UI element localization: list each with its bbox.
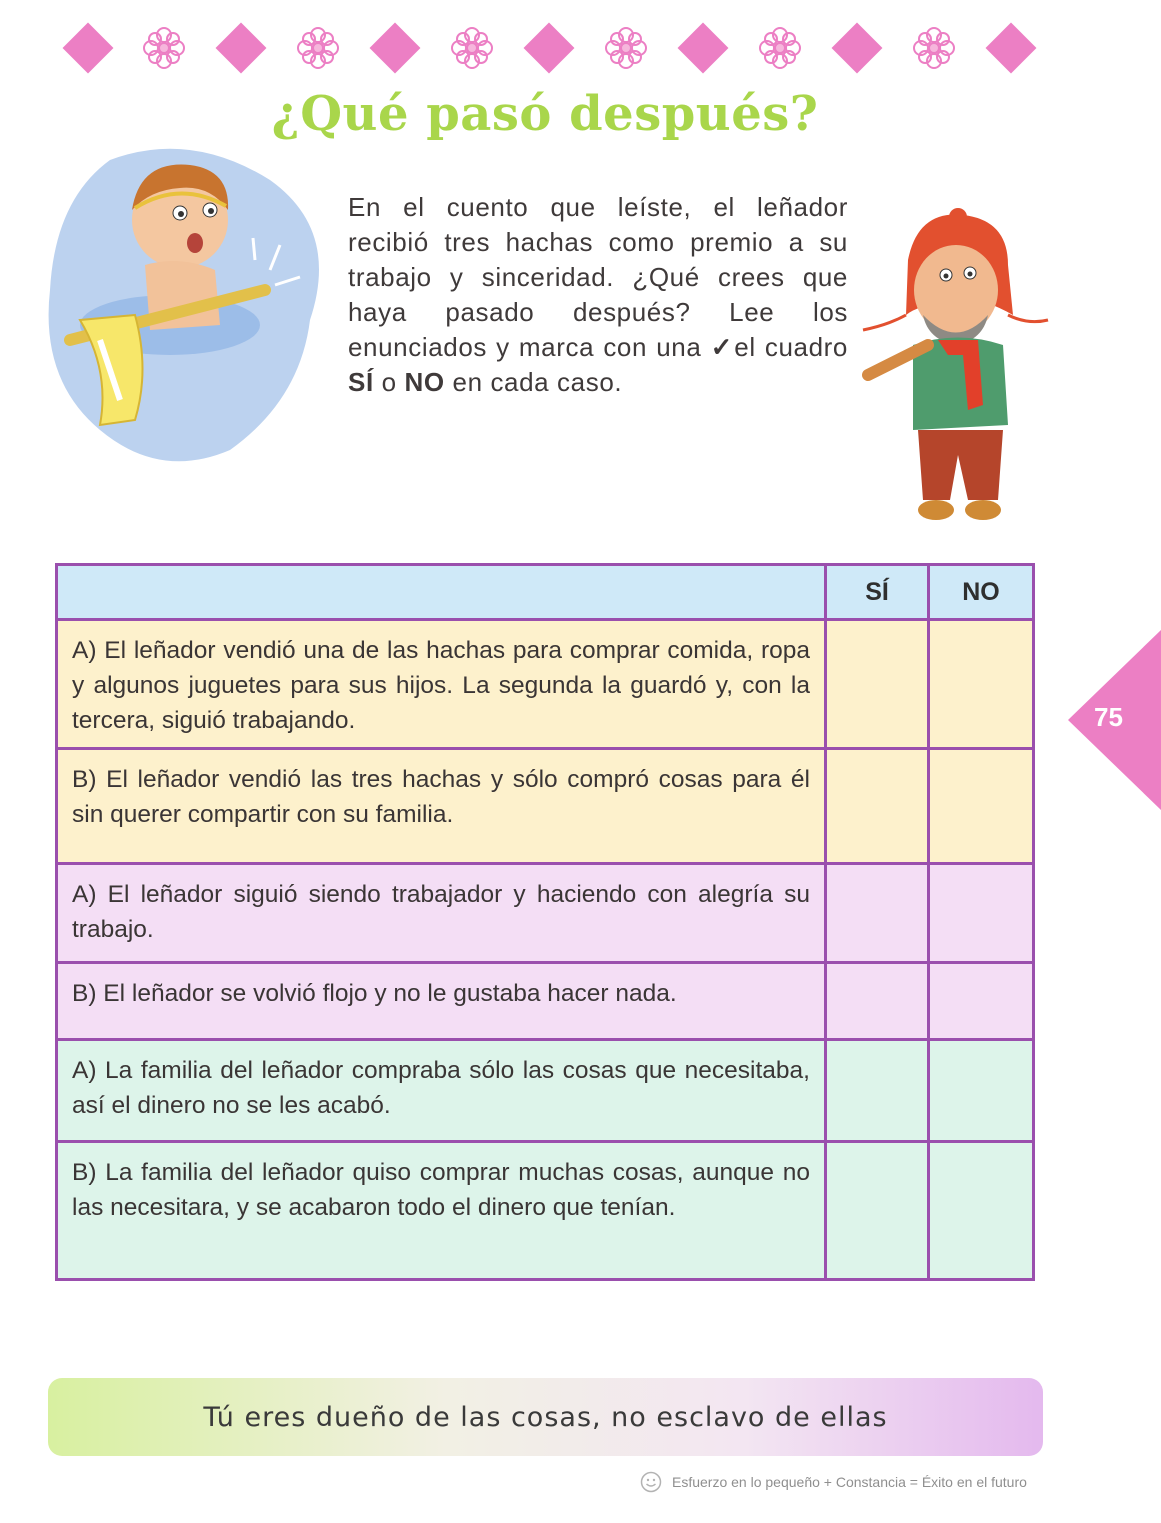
woodcutter-illustration [858,205,1058,535]
no-checkbox[interactable] [930,621,1032,747]
instructions-paragraph [348,190,848,400]
page-title: ¿Qué pasó después? [271,86,819,142]
flower-ornament [134,18,194,78]
decorative-border [58,18,1048,78]
check-mark-icon: ✓ [710,332,735,362]
table-row [58,1038,1032,1140]
diamond-ornament [365,18,425,78]
instructions-or: o [373,367,405,397]
no-checkbox[interactable] [930,865,1032,961]
statement-text: A) La familia del leñador compraba sólo las cosas que necesitaba, así el dinero no se les acabó. [58,1041,827,1140]
statement-text: B) El leñador se volvió flojo y no le gustaba hacer nada. [58,964,827,1038]
footer [640,1467,1040,1497]
si-checkbox[interactable] [827,865,930,961]
answer-table [55,563,1035,1281]
diamond-ornament [211,18,271,78]
motto-banner: Tú eres dueño de las cosas, no esclavo de ellas [48,1378,1043,1456]
page-number: 75 [1094,702,1123,732]
si-checkbox[interactable] [827,750,930,862]
si-checkbox[interactable] [827,964,930,1038]
flower-ornament [750,18,810,78]
instructions-text-2: el cuadro [734,332,848,362]
header-no: NO [962,577,1000,606]
si-checkbox[interactable] [827,1143,930,1278]
no-checkbox[interactable] [930,1041,1032,1140]
header-empty-cell [58,566,827,618]
table-row [58,1140,1032,1278]
flower-ornament [596,18,656,78]
flower-ornament [442,18,502,78]
diamond-ornament [519,18,579,78]
diamond-ornament [58,18,118,78]
diamond-ornament [981,18,1041,78]
no-checkbox[interactable] [930,750,1032,862]
instructions-end: en cada caso. [444,367,623,397]
flower-ornament [904,18,964,78]
diamond-ornament [827,18,887,78]
statement-text: B) El leñador vendió las tres hachas y sólo compró cosas para él sin querer compartir con su familia. [58,750,827,862]
footer-slogan: Esfuerzo en lo pequeño + Constancia = Éxito en el futuro [672,1474,1027,1490]
table-header-row [58,566,1032,618]
boy-with-axe-illustration [40,140,330,470]
header-si: SÍ [827,566,930,618]
smiley-icon [640,1471,662,1493]
statement-text: A) El leñador vendió una de las hachas para comprar comida, ropa y algunos juguetes para sus hijos. La segunda la guardó y, con la tercera, siguió trabajando. [58,621,827,747]
instructions-text: En el cuento que leíste, el leñador recibió tres hachas como premio a su trabajo y sinceridad. ¿Qué crees que haya pasado después? Lee los enunciados y marca con una [348,192,848,362]
si-label: SÍ [348,367,374,397]
statement-text: B) La familia del leñador quiso comprar muchas cosas, aunque no las necesitara, y se acabaron todo el dinero que tenían. [58,1143,827,1278]
diamond-ornament [673,18,733,78]
no-label: NO [404,367,445,397]
table-row [58,961,1032,1038]
no-checkbox[interactable] [930,964,1032,1038]
table-row [58,618,1032,747]
statement-text: A) El leñador siguió siendo trabajador y haciendo con alegría su trabajo. [58,865,827,961]
si-checkbox[interactable] [827,621,930,747]
si-checkbox[interactable] [827,1041,930,1140]
table-row [58,747,1032,862]
flower-ornament [288,18,348,78]
no-checkbox[interactable] [930,1143,1032,1278]
table-row [58,862,1032,961]
